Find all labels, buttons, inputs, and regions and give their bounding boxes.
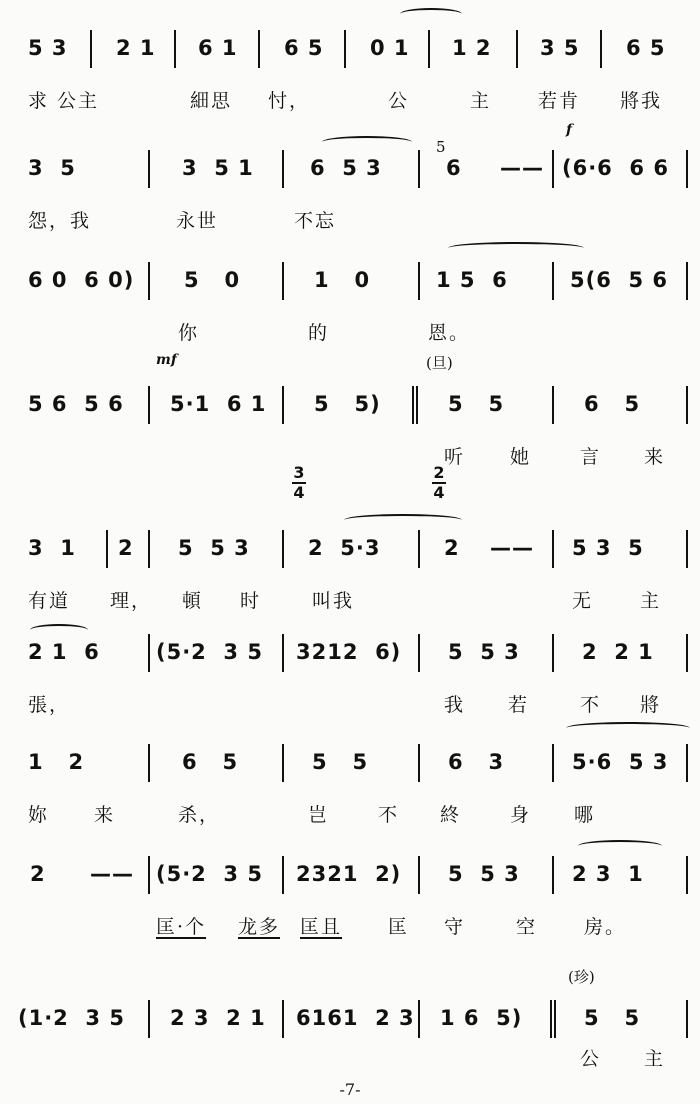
note-group: 2	[30, 862, 46, 886]
page-number: -7-	[339, 1080, 361, 1099]
note-group: (5·2 3 5	[156, 862, 263, 886]
barline	[148, 634, 150, 672]
note-group: 2 1	[116, 36, 156, 60]
lyric: 恩。	[428, 322, 471, 344]
barline	[552, 530, 554, 568]
barline	[418, 634, 420, 672]
barline	[282, 744, 284, 782]
lyric: 不	[378, 804, 400, 826]
barline	[282, 150, 284, 188]
lyric: 不	[580, 694, 602, 716]
lyric: 公	[580, 1048, 602, 1070]
barline	[282, 262, 284, 300]
note-group: 6	[446, 156, 462, 180]
note-group: 5 5	[312, 750, 369, 774]
note-group: 1 0	[314, 268, 371, 292]
barline	[174, 30, 176, 68]
lyric: 她	[510, 446, 532, 468]
barline	[282, 530, 284, 568]
note-group: 3 1	[28, 536, 76, 560]
lyric: 匡	[388, 916, 410, 938]
role-label: (旦)	[426, 354, 453, 372]
barline	[686, 1000, 688, 1038]
note-group: 5·6 5 3	[572, 750, 669, 774]
lyric: 有道	[28, 590, 71, 612]
note-group: 5·1 6 1	[170, 392, 267, 416]
lyric: 岂	[308, 804, 330, 826]
lyric: 来	[94, 804, 116, 826]
system-9	[0, 968, 700, 1070]
lyric: 主	[640, 590, 662, 612]
barline	[686, 150, 688, 188]
lyric: 你	[178, 322, 200, 344]
barline	[148, 1000, 150, 1038]
barline	[282, 856, 284, 894]
slur	[30, 624, 88, 636]
note-group: 6 5	[626, 36, 666, 60]
note-group: 2	[444, 536, 460, 560]
barline	[418, 530, 420, 568]
slur	[322, 136, 412, 148]
note-group: 2 1 6	[28, 640, 100, 664]
barline	[418, 1000, 420, 1038]
barline	[90, 30, 92, 68]
barline	[106, 530, 108, 568]
extension-dash: ——	[90, 862, 134, 886]
grace-note: 5	[436, 138, 446, 156]
note-group: 5 5 3	[448, 640, 520, 664]
double-barline	[412, 386, 418, 424]
lyric: 張，	[28, 694, 71, 716]
barline	[552, 386, 554, 424]
barline	[428, 30, 430, 68]
time-signature: 3 4	[293, 463, 305, 502]
lyric: 我	[444, 694, 466, 716]
barline	[418, 150, 420, 188]
lyric: 房。	[584, 916, 627, 938]
lyric: 守	[444, 916, 466, 938]
note-group: 5 0	[184, 268, 241, 292]
note-group: 5 5 3	[178, 536, 250, 560]
barline	[552, 856, 554, 894]
barline	[686, 634, 688, 672]
slur	[566, 722, 690, 734]
note-group: 2	[118, 536, 134, 560]
barline	[282, 1000, 284, 1038]
note-group: 2 3 2 1	[170, 1006, 266, 1030]
barline	[552, 150, 554, 188]
system-8	[0, 856, 700, 938]
note-group: 5 5)	[314, 392, 381, 416]
barline	[148, 386, 150, 424]
system-3	[0, 262, 700, 344]
note-group: 2321 2)	[296, 862, 402, 886]
lyric: 細思	[190, 90, 233, 112]
note-group: 6 1	[198, 36, 238, 60]
note-group: 5(6 5 6	[570, 268, 668, 292]
note-group: 5 5	[584, 1006, 641, 1030]
lyric: 公	[388, 90, 410, 112]
extension-dash: ——	[500, 156, 544, 180]
lyric: 杀，	[178, 804, 221, 826]
barline	[600, 30, 602, 68]
note-group: 1 2	[28, 750, 85, 774]
note-group: 5 5	[448, 392, 505, 416]
note-group: 3 5 1	[182, 156, 254, 180]
note-group: 6 5 3	[310, 156, 382, 180]
slur	[448, 242, 584, 254]
lyric: 永世	[176, 210, 219, 232]
note-group: 6 3	[448, 750, 505, 774]
note-group: 2 2 1	[582, 640, 654, 664]
lyric: 若肯	[538, 90, 581, 112]
system-6	[0, 634, 700, 716]
lyric: 終	[440, 804, 462, 826]
lyric: 身	[510, 804, 532, 826]
note-group: 6161 2 3	[296, 1006, 415, 1030]
barline	[418, 856, 420, 894]
tie	[400, 8, 462, 20]
barline	[552, 634, 554, 672]
barline	[418, 262, 420, 300]
system-4	[0, 352, 700, 468]
lyric: 忖，	[268, 90, 311, 112]
lyric: 不忘	[294, 210, 337, 232]
lyric: 將	[640, 694, 662, 716]
role-label: (珍)	[568, 968, 595, 986]
note-group: 1 6 5)	[440, 1006, 523, 1030]
barline	[552, 744, 554, 782]
lyric: 匡·个	[156, 916, 207, 938]
note-group: 6 5	[284, 36, 324, 60]
barline	[148, 856, 150, 894]
slur	[578, 840, 662, 852]
lyric: 匡且	[300, 916, 343, 938]
lyric: 时	[240, 590, 262, 612]
system-2	[0, 122, 700, 232]
note-group: 5 6 5 6	[28, 392, 124, 416]
lyric: 主	[644, 1048, 666, 1070]
barline	[686, 530, 688, 568]
lyric: 言	[580, 446, 602, 468]
barline	[148, 150, 150, 188]
double-barline	[550, 1000, 556, 1038]
barline	[418, 744, 420, 782]
barline	[686, 744, 688, 782]
lyric: 的	[308, 322, 330, 344]
barline	[258, 30, 260, 68]
barline	[282, 634, 284, 672]
lyric: 妳	[28, 804, 50, 826]
barline	[148, 262, 150, 300]
barline	[686, 262, 688, 300]
lyric: 理，	[110, 590, 153, 612]
note-group: (1·2 3 5	[18, 1006, 125, 1030]
lyric: 听	[444, 446, 466, 468]
lyric: 无	[572, 590, 594, 612]
note-group: 0 1	[370, 36, 410, 60]
note-group: 5 3 5	[572, 536, 644, 560]
barline	[148, 530, 150, 568]
note-group: 2 3 1	[572, 862, 644, 886]
barline	[686, 856, 688, 894]
note-group: 6 5	[182, 750, 239, 774]
slur	[344, 514, 462, 526]
lyric: 求 公主	[28, 90, 100, 112]
note-group: 6 0 6 0)	[28, 268, 135, 292]
note-group: 6 5	[584, 392, 641, 416]
dynamic-marking: f	[566, 122, 573, 138]
lyric: 空	[516, 916, 538, 938]
lyric: 哪	[574, 804, 596, 826]
lyric: 来	[644, 446, 666, 468]
time-signature: 2 4	[433, 463, 445, 502]
note-group: 1 2	[452, 36, 492, 60]
lyric: 龙多	[238, 916, 281, 938]
lyric: 頓	[182, 590, 204, 612]
lyric: 主	[470, 90, 492, 112]
barline	[282, 386, 284, 424]
lyric: 叫我	[312, 590, 355, 612]
system-7	[0, 744, 700, 826]
system-5	[0, 463, 700, 612]
barline	[344, 30, 346, 68]
barline	[148, 744, 150, 782]
barline	[516, 30, 518, 68]
barline	[686, 386, 688, 424]
lyric: 將我	[620, 90, 663, 112]
note-group: (6·6 6 6	[562, 156, 669, 180]
barline	[552, 262, 554, 300]
system-1	[0, 30, 700, 112]
note-group: 5 3	[28, 36, 68, 60]
note-group: (5·2 3 5	[156, 640, 263, 664]
lyric: 若	[508, 694, 530, 716]
lyric: 怨，我	[28, 210, 92, 232]
note-group: 3212 6)	[296, 640, 402, 664]
note-group: 3 5	[540, 36, 580, 60]
note-group: 2 5·3	[308, 536, 381, 560]
note-group: 1 5 6	[436, 268, 508, 292]
note-group: 3 5	[28, 156, 76, 180]
note-group: 5 5 3	[448, 862, 520, 886]
dynamic-marking: mf	[156, 352, 177, 368]
extension-dash: ——	[490, 536, 534, 560]
